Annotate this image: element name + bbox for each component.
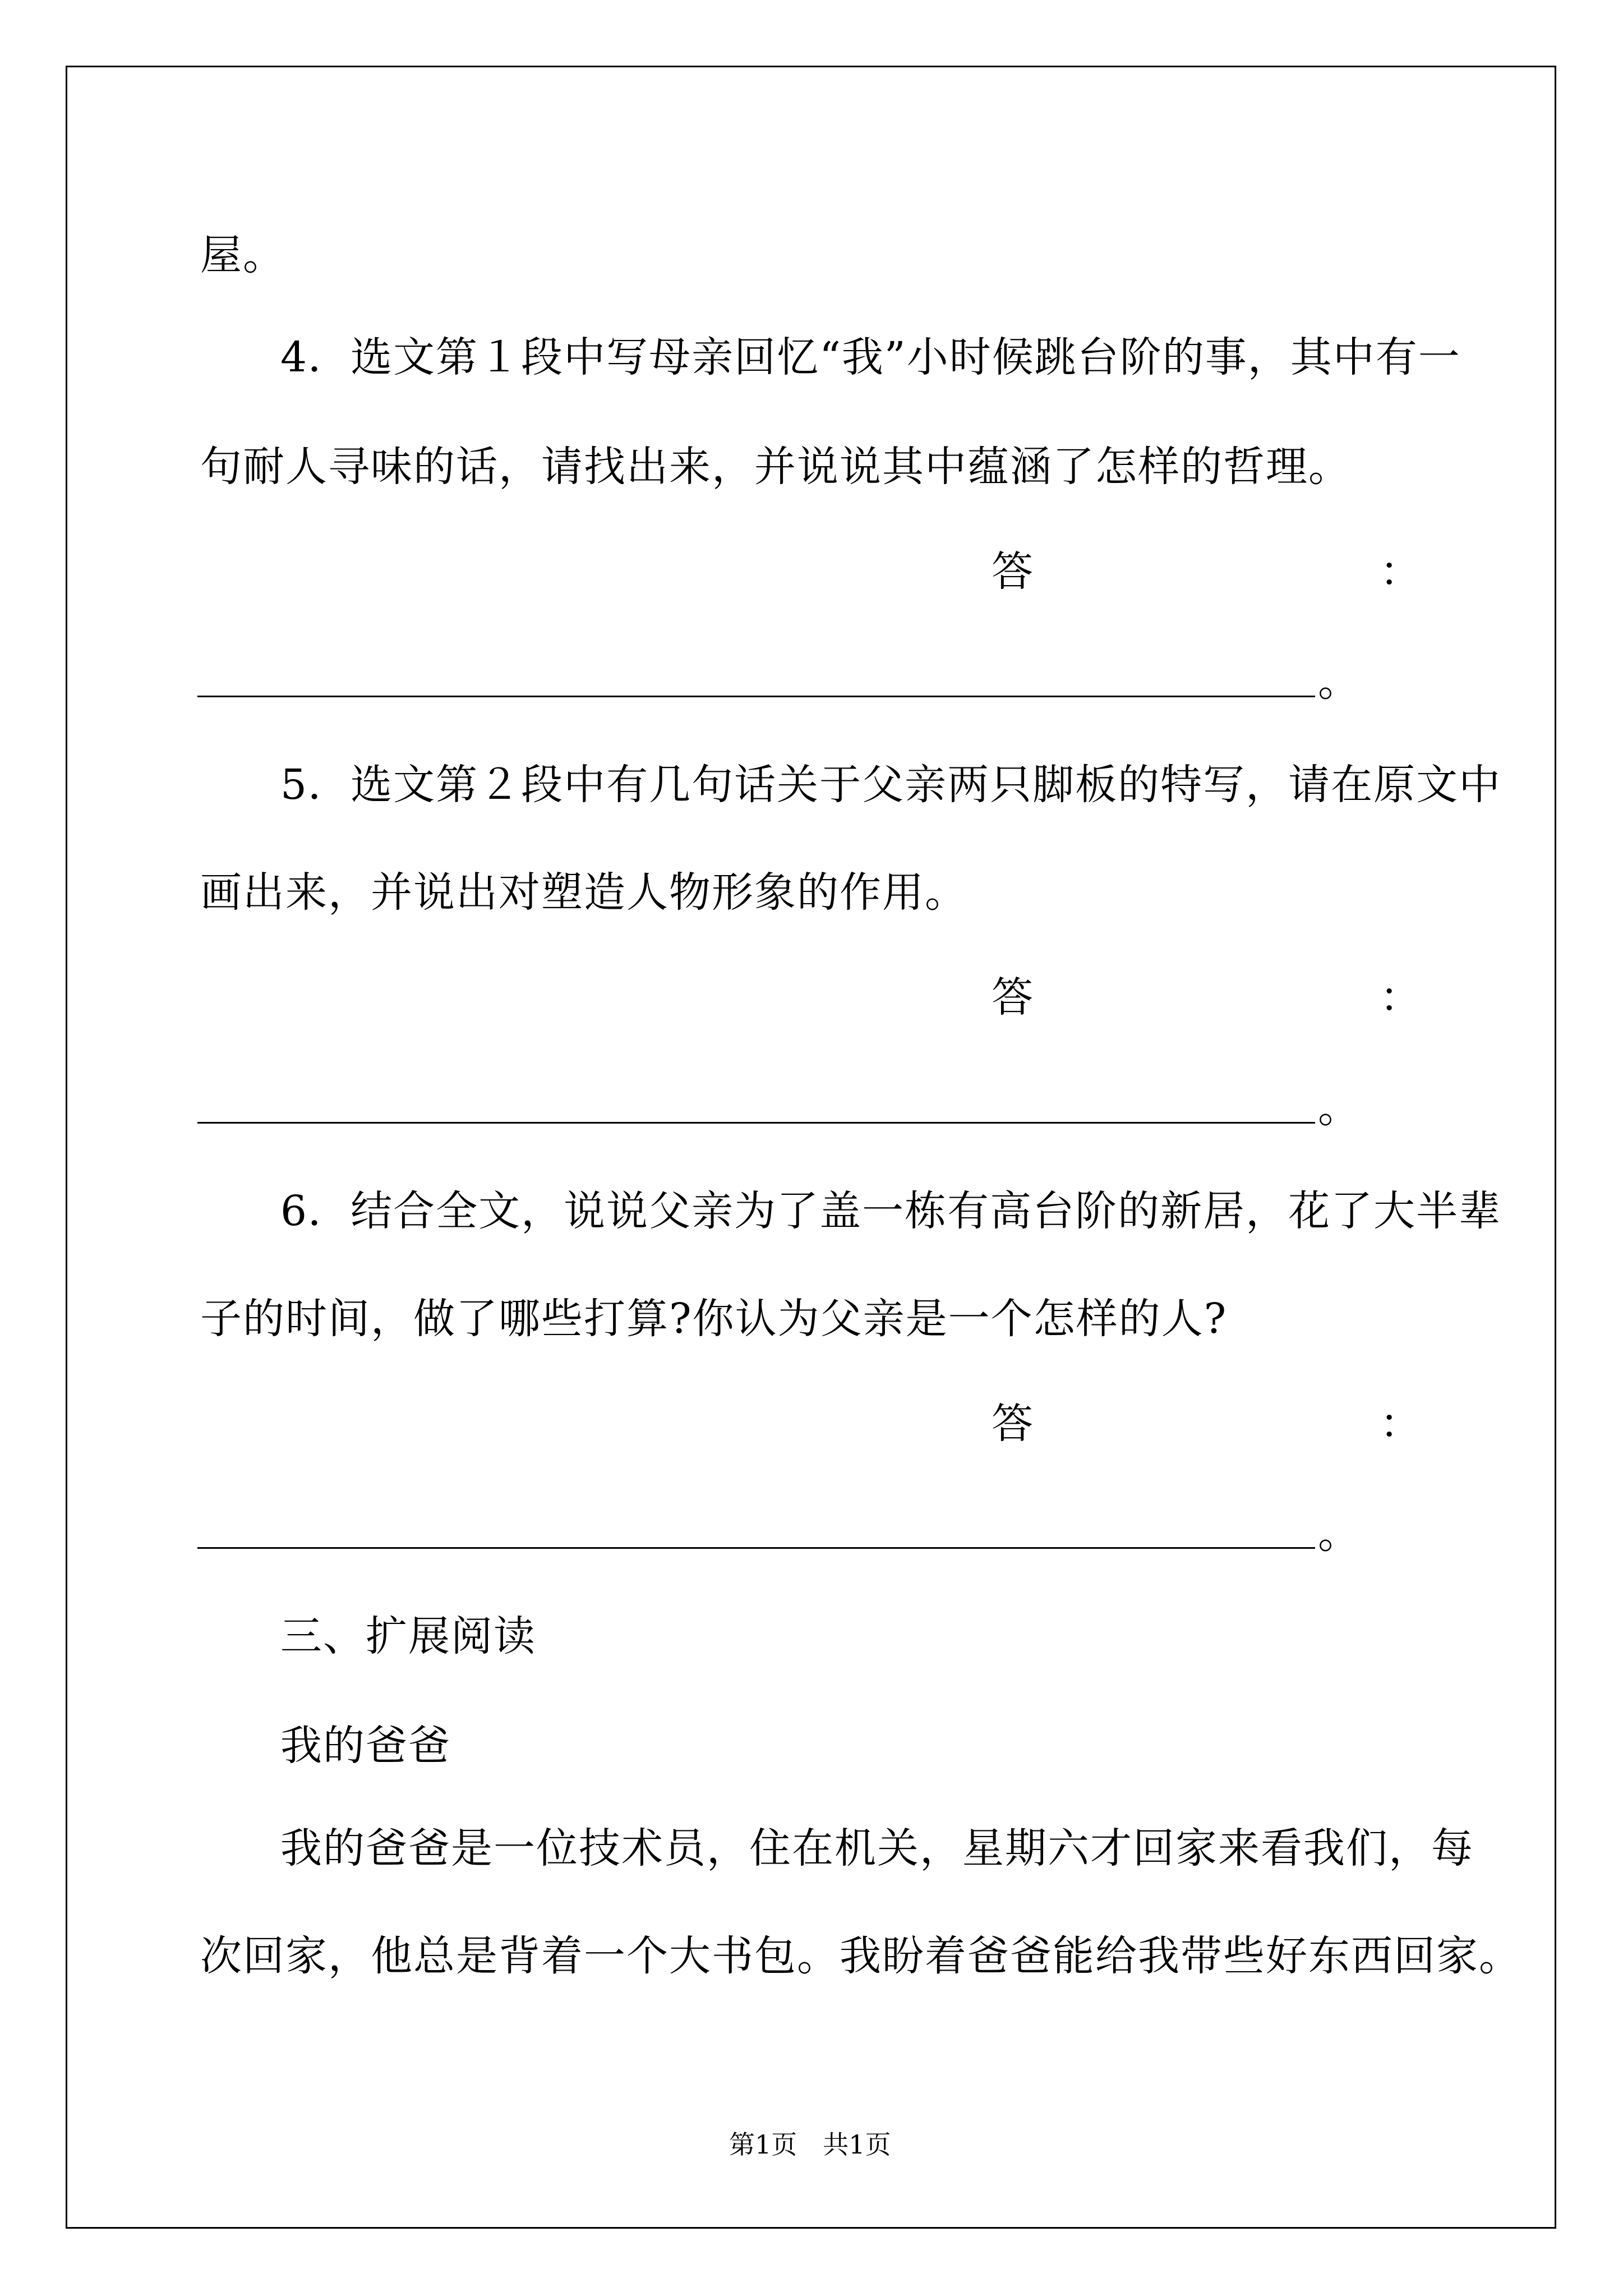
question-6-line-2: 子的时间，做了哪些打算?你认为父亲是一个怎样的人? bbox=[200, 1295, 1228, 1343]
answer-5-label: 答 bbox=[992, 973, 1033, 1022]
text-line-continuation: 屋。 bbox=[200, 231, 285, 279]
answer-5-colon: ： bbox=[1380, 973, 1421, 1022]
story-paragraph-line-2: 次回家，他总是背着一个大书包。我盼着爸爸能给我带些好东西回家。 bbox=[200, 1932, 1521, 1980]
page-border bbox=[66, 66, 1556, 2229]
answer-5-blank[interactable] bbox=[197, 1122, 1315, 1124]
answer-4-blank[interactable] bbox=[197, 696, 1315, 697]
answer-4-label: 答 bbox=[992, 547, 1033, 596]
answer-6-colon: ： bbox=[1380, 1400, 1421, 1448]
question-6-line-1: 6．结合全文，说说父亲为了盖一栋有高台阶的新居，花了大半辈 bbox=[280, 1187, 1502, 1235]
answer-4-colon: ： bbox=[1380, 547, 1421, 596]
answer-4-period: 。 bbox=[1318, 657, 1359, 706]
answer-6-label: 答 bbox=[992, 1400, 1033, 1448]
question-4-line-2: 句耐人寻味的话，请找出来，并说说其中蕴涵了怎样的哲理。 bbox=[200, 443, 1351, 491]
story-paragraph-line-1: 我的爸爸是一位技术员，住在机关，星期六才回家来看我们，每 bbox=[280, 1824, 1474, 1872]
answer-5-period: 。 bbox=[1318, 1084, 1359, 1132]
page-footer: 第1页 共1页 bbox=[729, 2129, 891, 2160]
question-5-line-1: 5．选文第２段中有几句话关于父亲两只脚板的特写，请在原文中 bbox=[280, 761, 1502, 809]
answer-6-blank[interactable] bbox=[197, 1547, 1315, 1549]
question-5-line-2: 画出来，并说出对塑造人物形象的作用。 bbox=[200, 868, 967, 917]
story-title: 我的爸爸 bbox=[280, 1722, 451, 1770]
answer-6-period: 。 bbox=[1318, 1510, 1359, 1558]
question-4-line-1: 4．选文第１段中写母亲回忆“我”小时候跳台阶的事，其中有一 bbox=[280, 333, 1461, 381]
section-heading: 三、扩展阅读 bbox=[280, 1612, 536, 1660]
